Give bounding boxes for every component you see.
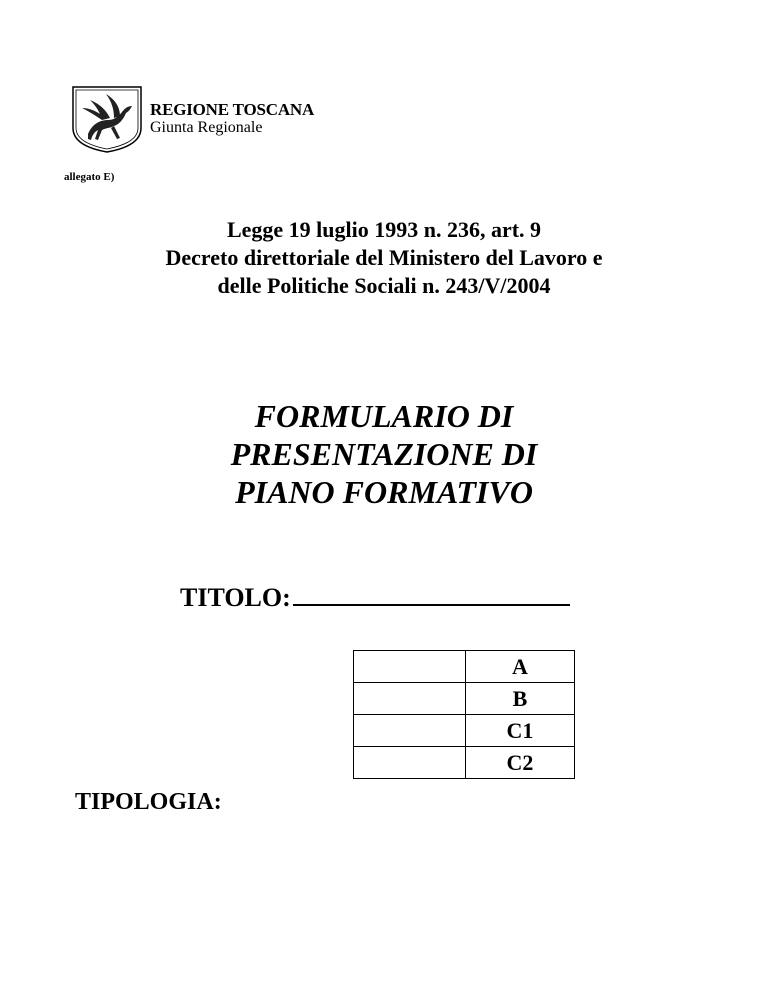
typology-code: C2 (466, 747, 575, 779)
legal-references (0, 216, 768, 300)
form-title-line: FORMULARIO DI (254, 398, 514, 434)
region-name: REGIONE TOSCANA (150, 100, 315, 119)
form-title-line: PRESENTAZIONE DI (230, 436, 538, 472)
typology-row (354, 715, 575, 747)
typology-checkbox-c1[interactable] (354, 715, 466, 747)
typology-label: TIPOLOGIA: (75, 789, 222, 815)
title-field (180, 580, 570, 613)
annex-label: allegato E) (64, 171, 115, 183)
typology-row (354, 651, 575, 683)
typology-checkbox-a[interactable] (354, 651, 466, 683)
region-subtitle: Giunta Regionale (150, 119, 263, 136)
decree-reference-line-cont: delle Politiche Sociali n. 243/V/2004 (217, 273, 551, 298)
typology-checkbox-c2[interactable] (354, 747, 466, 779)
form-title-line: PIANO FORMATIVO (235, 474, 533, 510)
region-logo (70, 84, 315, 154)
typology-row (354, 683, 575, 715)
typology-code: A (466, 651, 575, 683)
decree-reference-line: Decreto direttoriale del Ministero del Lavoro e (165, 245, 603, 270)
typology-code: C1 (466, 715, 575, 747)
typology-code: B (466, 683, 575, 715)
typology-table (353, 650, 575, 779)
pegasus-shield-icon (70, 84, 144, 154)
typology-row (354, 747, 575, 779)
title-label: TITOLO: (180, 583, 291, 612)
title-input-line[interactable] (293, 580, 570, 606)
form-title (0, 397, 768, 511)
typology-checkbox-b[interactable] (354, 683, 466, 715)
law-reference-line: Legge 19 luglio 1993 n. 236, art. 9 (226, 217, 542, 242)
